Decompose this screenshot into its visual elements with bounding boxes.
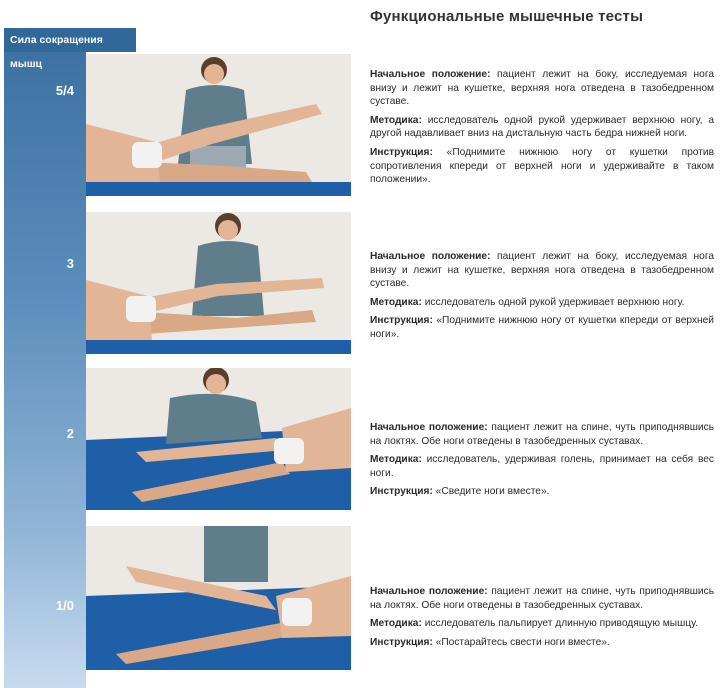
grade-label-2: 2 <box>66 426 74 441</box>
photo-test-3 <box>86 212 351 354</box>
method-text: исследователь, удерживая голень, принимает на себя вес ноги. <box>370 454 714 479</box>
instruction-label: Инструкция: <box>370 636 433 648</box>
grade-label-3: 3 <box>66 256 74 271</box>
test-block-2 <box>370 421 714 504</box>
start-label: Начальное положение: <box>370 422 488 433</box>
start-text: пациент лежит на спине, чуть приподнявшись на локтях. Обе ноги отведены в тазобедренных суставах. <box>370 422 714 447</box>
method-text: исследователь одной рукой удерживает верхнюю ногу, а другой надавливает вниз на дистальную часть бедра нижней ноги. <box>370 114 714 140</box>
test-block-1-0 <box>370 585 714 654</box>
instruction-text: «Сведите ноги вместе». <box>432 486 550 498</box>
page-title: Функциональные мышечные тесты <box>370 8 644 25</box>
photo-test-5-4 <box>86 54 351 196</box>
start-text: пациент лежит на спине, чуть приподнявшись на локтях. Обе ноги отведены в тазобедренных суставах. <box>370 586 714 611</box>
instruction-text: «Постарайтесь свести ноги вместе». <box>432 636 610 648</box>
photo-test-2 <box>86 368 351 510</box>
method-label: Методика: <box>370 454 422 466</box>
start-label: Начальное положение: <box>370 251 491 262</box>
test-block-3 <box>370 250 714 347</box>
sidebar-gradient <box>4 28 86 688</box>
method-text: исследователь пальпирует длинную приводящую мышцу. <box>421 618 699 630</box>
start-text: пациент лежит на боку, исследуемая нога внизу и лежит на кушетке, верхняя нога отведена в тазобедренном суставе. <box>370 69 715 108</box>
grade-label-5-4: 5/4 <box>55 83 74 98</box>
grade-label-1-0: 1/0 <box>55 598 74 613</box>
photo-test-1-0 <box>86 526 351 670</box>
method-label: Методика: <box>370 618 422 630</box>
method-text: исследователь одной рукой удерживает верхнюю ногу. <box>421 296 685 308</box>
start-label: Начальное положение: <box>370 69 491 80</box>
start-label: Начальное положение: <box>370 586 488 597</box>
instruction-text: «Поднимите нижнюю ногу от кушетки против сопротивления кпереди от верхней ноги и удерживайте в таком положении». <box>370 146 714 186</box>
sidebar-header: Сила сокращения мышц <box>4 28 136 52</box>
instruction-label: Инструкция: <box>370 486 433 498</box>
instruction-text: «Поднимите нижнюю ногу от кушетки кпереди от верхней ноги». <box>370 315 714 340</box>
instruction-label: Инструкция: <box>370 315 433 327</box>
test-block-5-4 <box>370 68 714 192</box>
start-text: пациент лежит на боку, исследуемая нога внизу и лежит на кушетке, верхняя нога отведена в тазобедренном суставе. <box>370 251 715 290</box>
method-label: Методика: <box>370 114 422 126</box>
instruction-label: Инструкция: <box>370 146 433 158</box>
method-label: Методика: <box>370 296 422 308</box>
